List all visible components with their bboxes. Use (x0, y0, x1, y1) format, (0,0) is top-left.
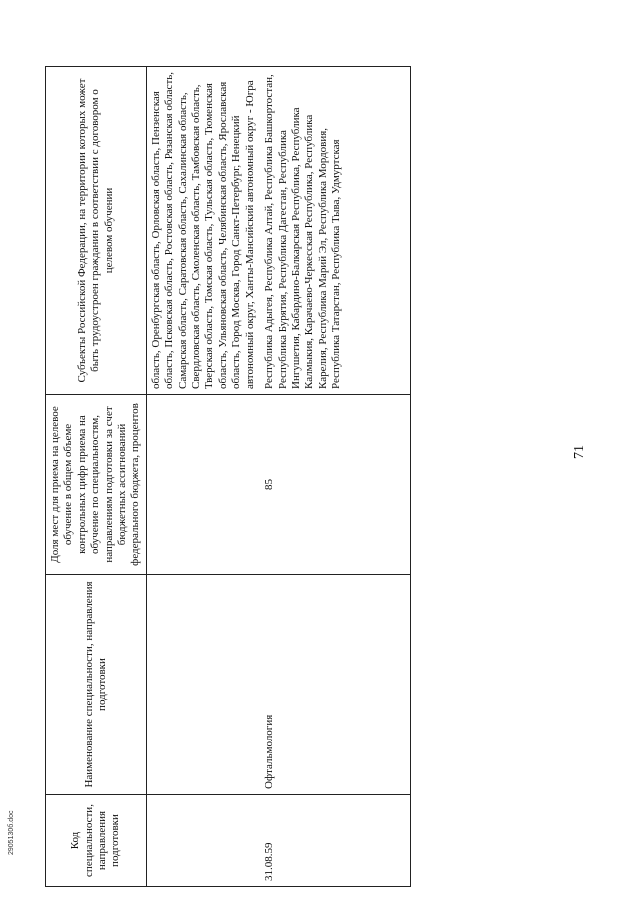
table-row (146, 67, 260, 887)
rotated-page (40, 17, 600, 887)
cell-regions: область, Оренбургская область, Орловская область, Пензенская область, Псковская область, Ростовская область, Рязанская область, Самарская область, Саратовская область, Сахалинская область, Свердловская область, Смоленская область, Тамбовская область, Тверская область, Томская область, Тульская область, Тюменская область, Ульяновская область, Челябинская область, Ярославская область, Город Москва, Город Санкт-Петербург, Ненецкий автономный округ, Ханты-Мансийский автономный округ - Югра (146, 67, 260, 395)
document-reference: 2905130б.doc (8, 810, 15, 855)
specialties-table (45, 66, 411, 887)
page-number: 71 (572, 445, 587, 459)
header-share: Доля мест для приема на целевое обучение в общем объеме контрольных цифр приема на обучение по специальностям, направлениям подготовки за счет бюджетных ассигнований федерального бюджета, процентов (46, 395, 147, 575)
cell-code: 31.08.59 (260, 795, 410, 887)
header-code: Код специальности, направления подготовки (46, 795, 147, 887)
cell-share (146, 395, 260, 575)
cell-share: 85 (260, 395, 410, 575)
header-name: Наименование специальности, направления подготовки (46, 575, 147, 795)
cell-name (146, 575, 260, 795)
table-row (260, 67, 410, 887)
cell-regions: Республика Адыгея, Республика Алтай, Республика Башкортостан, Республика Бурятия, Республика Дагестан, Республика Ингушетия, Кабардино-Балкарская Республика, Республика Калмыкия, Карачаево-Черкесская Республика, Республика Карелия, Республика Марий Эл, Республика Мордовия, Республика Татарстан, Республика Тыва, Удмуртская (260, 67, 410, 395)
table-header-row (46, 67, 147, 887)
cell-name: Офтальмология (260, 575, 410, 795)
header-regions: Субъекты Российской Федерации, на территории которых может быть трудоустроен гражданин в соответствии с договором о целевом обучении (46, 67, 147, 395)
cell-code (146, 795, 260, 887)
